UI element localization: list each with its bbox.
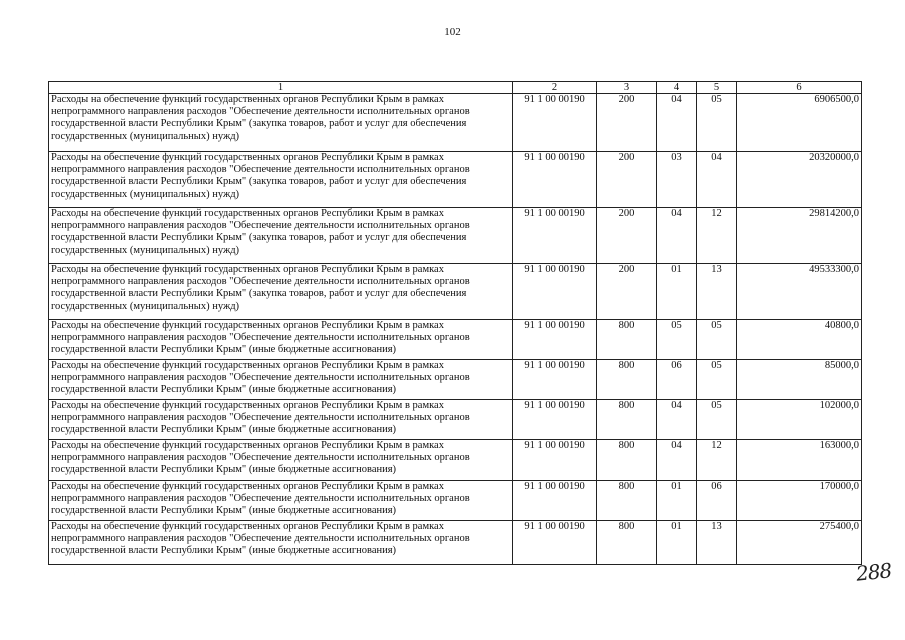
row-subsection-code: 05: [697, 400, 737, 440]
row-target-article-code: 91 1 00 00190: [513, 320, 597, 360]
row-section-code: 04: [657, 94, 697, 152]
table-row: [49, 208, 862, 264]
table-row: [49, 360, 862, 400]
row-expense-type-code: 800: [597, 400, 657, 440]
row-subsection-code: 12: [697, 440, 737, 481]
row-description: Расходы на обеспечение функций государственных органов Республики Крым в рамках непрограммного направления расходов "Обеспечение деятельности исполнительных органов государственной власти Республики Крым" (иные бюджетные ассигнования): [49, 521, 513, 565]
row-subsection-code: 12: [697, 208, 737, 264]
row-description: Расходы на обеспечение функций государственных органов Республики Крым в рамках непрограммного направления расходов "Обеспечение деятельности исполнительных органов государственной власти Республики Крым" (иные бюджетные ассигнования): [49, 360, 513, 400]
row-subsection-code: 06: [697, 481, 737, 521]
row-section-code: 01: [657, 264, 697, 320]
row-target-article-code: 91 1 00 00190: [513, 94, 597, 152]
row-amount: 85000,0: [737, 360, 862, 400]
row-section-code: 01: [657, 521, 697, 565]
table-row: [49, 94, 862, 152]
row-target-article-code: 91 1 00 00190: [513, 264, 597, 320]
table-row: [49, 440, 862, 481]
row-description: Расходы на обеспечение функций государственных органов Республики Крым в рамках непрограммного направления расходов "Обеспечение деятельности исполнительных органов государственной власти Республики Крым" (иные бюджетные ассигнования): [49, 481, 513, 521]
row-subsection-code: 04: [697, 152, 737, 208]
row-expense-type-code: 800: [597, 360, 657, 400]
row-expense-type-code: 200: [597, 152, 657, 208]
row-amount: 6906500,0: [737, 94, 862, 152]
row-target-article-code: 91 1 00 00190: [513, 400, 597, 440]
row-subsection-code: 05: [697, 320, 737, 360]
row-section-code: 04: [657, 400, 697, 440]
header-col-2: 2: [513, 82, 597, 94]
row-description: Расходы на обеспечение функций государственных органов Республики Крым в рамках непрограммного направления расходов "Обеспечение деятельности исполнительных органов государственной власти Республики Крым" (закупка товаров, работ и услуг для обеспечения государственных (муниципальных) нужд): [49, 208, 513, 264]
table-row: [49, 264, 862, 320]
row-amount: 170000,0: [737, 481, 862, 521]
budget-table: [48, 81, 862, 565]
row-expense-type-code: 200: [597, 94, 657, 152]
header-col-6: 6: [737, 82, 862, 94]
row-subsection-code: 05: [697, 94, 737, 152]
row-target-article-code: 91 1 00 00190: [513, 152, 597, 208]
page-number: 102: [444, 26, 461, 38]
row-amount: 20320000,0: [737, 152, 862, 208]
row-expense-type-code: 200: [597, 208, 657, 264]
table-row: [49, 521, 862, 565]
row-subsection-code: 13: [697, 264, 737, 320]
row-amount: 275400,0: [737, 521, 862, 565]
row-target-article-code: 91 1 00 00190: [513, 481, 597, 521]
row-description: Расходы на обеспечение функций государственных органов Республики Крым в рамках непрограммного направления расходов "Обеспечение деятельности исполнительных органов государственной власти Республики Крым" (закупка товаров, работ и услуг для обеспечения государственных (муниципальных) нужд): [49, 94, 513, 152]
row-description: Расходы на обеспечение функций государственных органов Республики Крым в рамках непрограммного направления расходов "Обеспечение деятельности исполнительных органов государственной власти Республики Крым" (иные бюджетные ассигнования): [49, 440, 513, 481]
row-description: Расходы на обеспечение функций государственных органов Республики Крым в рамках непрограммного направления расходов "Обеспечение деятельности исполнительных органов государственной власти Республики Крым" (закупка товаров, работ и услуг для обеспечения государственных (муниципальных) нужд): [49, 152, 513, 208]
row-section-code: 03: [657, 152, 697, 208]
row-section-code: 01: [657, 481, 697, 521]
row-target-article-code: 91 1 00 00190: [513, 440, 597, 481]
header-col-3: 3: [597, 82, 657, 94]
row-expense-type-code: 800: [597, 440, 657, 481]
table-header-row: [49, 82, 862, 94]
row-amount: 102000,0: [737, 400, 862, 440]
header-col-4: 4: [657, 82, 697, 94]
table-row: [49, 152, 862, 208]
row-section-code: 06: [657, 360, 697, 400]
row-section-code: 04: [657, 440, 697, 481]
row-subsection-code: 13: [697, 521, 737, 565]
handwritten-page-mark: 288: [854, 558, 893, 586]
row-target-article-code: 91 1 00 00190: [513, 208, 597, 264]
row-description: Расходы на обеспечение функций государственных органов Республики Крым в рамках непрограммного направления расходов "Обеспечение деятельности исполнительных органов государственной власти Республики Крым" (закупка товаров, работ и услуг для обеспечения государственных (муниципальных) нужд): [49, 264, 513, 320]
row-target-article-code: 91 1 00 00190: [513, 521, 597, 565]
row-expense-type-code: 800: [597, 521, 657, 565]
row-expense-type-code: 800: [597, 320, 657, 360]
row-amount: 163000,0: [737, 440, 862, 481]
row-amount: 40800,0: [737, 320, 862, 360]
table-row: [49, 400, 862, 440]
table-row: [49, 481, 862, 521]
row-amount: 29814200,0: [737, 208, 862, 264]
header-col-1: 1: [49, 82, 513, 94]
row-expense-type-code: 200: [597, 264, 657, 320]
header-col-5: 5: [697, 82, 737, 94]
row-section-code: 04: [657, 208, 697, 264]
row-expense-type-code: 800: [597, 481, 657, 521]
row-description: Расходы на обеспечение функций государственных органов Республики Крым в рамках непрограммного направления расходов "Обеспечение деятельности исполнительных органов государственной власти Республики Крым" (иные бюджетные ассигнования): [49, 320, 513, 360]
row-target-article-code: 91 1 00 00190: [513, 360, 597, 400]
row-description: Расходы на обеспечение функций государственных органов Республики Крым в рамках непрограммного направления расходов "Обеспечение деятельности исполнительных органов государственной власти Республики Крым" (иные бюджетные ассигнования): [49, 400, 513, 440]
row-subsection-code: 05: [697, 360, 737, 400]
row-amount: 49533300,0: [737, 264, 862, 320]
table-row: [49, 320, 862, 360]
row-section-code: 05: [657, 320, 697, 360]
